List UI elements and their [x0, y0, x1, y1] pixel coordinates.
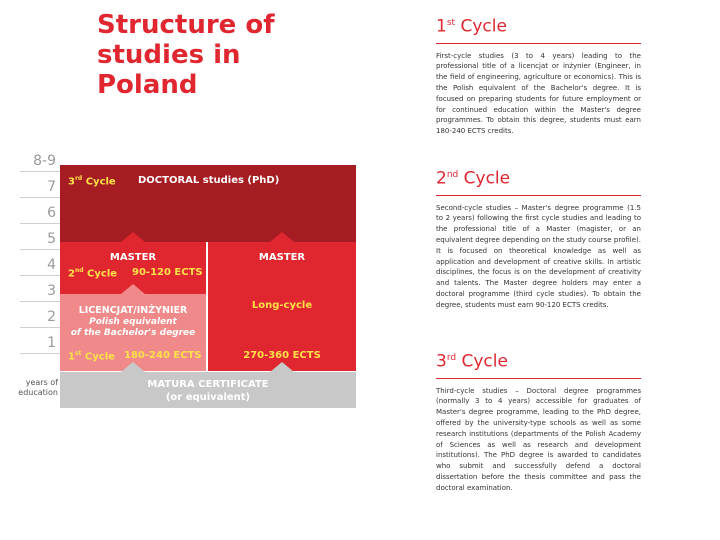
second-cycle-ects: 90-120 ECTS — [132, 267, 203, 278]
third-cycle-section — [436, 348, 641, 494]
section-divider — [436, 378, 641, 379]
long-master-title: MASTER — [258, 252, 306, 263]
matura-title: MATURA CERTIFICATE — [147, 379, 269, 390]
licencjat-subtitle: Polish equivalent — [89, 317, 177, 327]
year-tick: 6 — [47, 205, 56, 221]
first-cycle-heading: 1st Cycle — [436, 16, 507, 37]
year-row — [20, 146, 60, 172]
year-row — [20, 198, 60, 224]
arrow-up-icon — [270, 232, 294, 242]
arrow-up-icon — [270, 362, 294, 372]
third-cycle-heading: 3rd Cycle — [436, 351, 508, 372]
year-tick: 3 — [47, 283, 56, 299]
arrow-up-icon — [121, 362, 145, 372]
year-row — [20, 250, 60, 276]
year-row — [20, 302, 60, 328]
year-tick: 4 — [47, 257, 56, 273]
year-tick: 7 — [47, 179, 56, 195]
licencjat-subtitle: of the Bachelor's degree — [70, 328, 196, 338]
year-row — [20, 224, 60, 250]
arrow-up-icon — [121, 284, 145, 294]
second-cycle-section — [436, 165, 641, 311]
second-cycle-label: 2nd Cycle — [68, 267, 118, 280]
long-cycle-ects: 270-360 ECTS — [243, 350, 321, 361]
year-tick: 8-9 — [33, 153, 56, 169]
third-cycle-text: Third-cycle studies – Doctoral degree programmes (normally 3 to 4 years) accessible for graduates of Master's degree programme, leading to the PhD degree, offered by the university-type schools as well as some research institutions (departments of the Polish Academy of Sciences as well as research and development institutions). The PhD degree is awarded to candidates who submit and successfully defend a doctoral dissertation before the thesis committee and pass the doctoral examination. — [436, 386, 641, 492]
arrow-up-icon — [121, 232, 145, 242]
third-cycle-label: 3rd Cycle — [68, 175, 116, 188]
year-tick: 1 — [47, 335, 56, 351]
second-cycle-text: Second-cycle studies – Master's degree programme (1.5 to 2 years) following the first cycle studies and leading to the professional title of a Master (magister, or an equivalent degree depending on the study course profile). It is focused on theoretical knowledge as well as application and development of creative skills. In artistic disciplines, the focus is on the development of creativity and talents. The Master degree holders may enter a doctoral programme (third cycle studies). To obtain the degree, students must earn 90-120 ECTS credits. — [436, 203, 641, 309]
year-tick: 2 — [47, 309, 56, 325]
master-title: MASTER — [109, 252, 157, 263]
licencjat-block — [60, 294, 206, 371]
year-tick: 5 — [47, 231, 56, 247]
second-cycle-heading: 2nd Cycle — [436, 168, 511, 189]
doctoral-block — [60, 165, 356, 242]
year-row — [20, 276, 60, 302]
first-cycle-ects: 180-240 ECTS — [124, 350, 202, 361]
year-row — [20, 172, 60, 198]
year-row — [20, 328, 60, 354]
doctoral-title: DOCTORAL studies (PhD) — [138, 175, 280, 186]
first-cycle-label: 1st Cycle — [68, 350, 115, 363]
section-divider — [436, 43, 641, 44]
matura-subtitle: (or equivalent) — [165, 392, 251, 403]
licencjat-title: LICENCJAT/INŻYNIER — [78, 305, 188, 316]
first-cycle-text: First-cycle studies (3 to 4 years) leading to the professional title of a licencjat or inżynier (Engineer, in the field of engineering, agriculture or economics). This is the Polish equivalent of the Bachelor's degree. It is focused on preparing students for future employment or for continued education within the Master's degree programmes. To obtain this degree, students must earn 180-240 ECTS credits. — [436, 51, 641, 136]
long-cycle-master-block — [208, 242, 356, 371]
years-of-education-label: years of education — [18, 378, 58, 397]
page-title: Structure of studies in Poland — [97, 10, 275, 100]
section-divider — [436, 195, 641, 196]
first-cycle-section — [436, 13, 641, 137]
long-cycle-label: Long-cycle — [251, 300, 313, 311]
matura-block — [60, 372, 356, 408]
